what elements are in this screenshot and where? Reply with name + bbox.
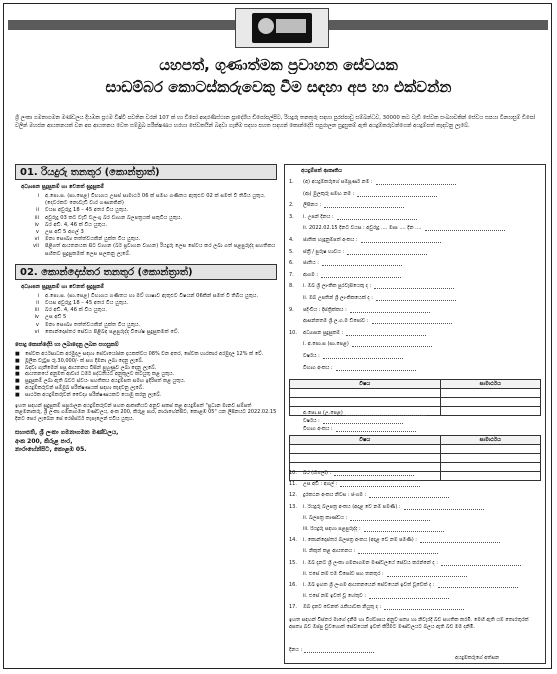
field-number: 16.: [289, 582, 297, 588]
field-input[interactable]: [357, 191, 437, 197]
requirement-item: [17, 215, 277, 222]
field-label: i. උපන් දිනය :: [303, 213, 334, 220]
field-input[interactable]: [337, 214, 417, 220]
field-label: විභාග අංකය :: [303, 364, 333, 371]
condition-text: බඳවා ගැනීමෙන් පසු ආයතනය විසින් පුහුණුව ලබා දෙනු ලැබේ.: [25, 364, 157, 371]
field-label: i. අ.පො.ස (සා.පෙළ): [303, 341, 349, 348]
requirement-number: vi: [34, 328, 39, 335]
requirement-item: [17, 293, 277, 300]
table-cell[interactable]: [290, 445, 441, 454]
date-input[interactable]: [304, 647, 374, 653]
requirement-text: බර අඩි. 4, 46 ක් විය යුතුය.: [45, 307, 107, 314]
field-label: (අ) අයදුම්කරුගේ සම්පූර්ණ නම :: [303, 179, 373, 185]
field-label: උස අඩි : අගල් :: [303, 481, 338, 488]
intro-paragraph: ශ්‍රී ලංකා ගමනාගමන මණ්ඩලය දියඹක ප්‍රථම විෂ්වි පවතින වරන් 107 ක් හා ඩිපෝ ආදරණිස්ථාන ප්‍රාදේශීය ඩිපෝපල්පිට, රියදුරු තනතුරු සඳහා පුරප්පාඩු සම්බන්ධව, 30000 කට වැඩි සේවක සංඛ්‍යාවකින් සේවය සපයා වින්‍යාසුම් ඩිපෝ වලින් මහජන ආයතනයක් වන අප ආයතනය වෙත සම්මුඛ පරීක්ෂණය හරහා සේවකයින් බඳවා ගැනීම සඳහා පහත සඳහන් කොන්දේසි සපුරාලන සුදුසුකම් ඇති අයදුම්කරුවන්ගෙන් අයදුම්පත් කැඳවනු ලැබේ.: [15, 115, 536, 129]
form-field: [289, 526, 541, 532]
field-number: 6.: [289, 260, 294, 267]
general-conditions-list: [15, 351, 277, 399]
field-label: ii. එසේ නම් එම ඩිපෝව සහ තනතුර :: [303, 570, 384, 577]
table-cell[interactable]: [290, 454, 441, 463]
condition-item: [15, 351, 277, 358]
address-line: අංක 200, කිරුළ පාර,: [15, 437, 73, 445]
form-field: [289, 560, 541, 566]
requirement-number: ii: [36, 300, 39, 307]
form-field: [289, 283, 541, 289]
requirement-number: vii: [33, 243, 39, 250]
field-number: 2.: [289, 202, 294, 209]
date-label: දිනය :: [289, 647, 303, 653]
form-field: [289, 179, 541, 185]
requirement-text: වයස අවුරුදු 18 – 45 අතර විය යුතුය.: [45, 300, 129, 307]
field-number: 15.: [289, 559, 297, 566]
field-input[interactable]: [425, 225, 505, 231]
condition-text: අයදුම්කරුවන් සම්මුඛ පරීක්ෂණයක් සඳහා කැඳවනු ලැබේ.: [25, 385, 144, 392]
bullet-icon: ■: [15, 371, 20, 378]
form-field: [289, 582, 541, 588]
field-label: i. කොන්දොස්තර බලපත්‍ර අංකය (අදාළ වේ නම් පමණි) :: [303, 537, 417, 544]
form-field: [289, 330, 541, 336]
submission-paragraph: ඉහත සඳහන් සුදුසුකම් සපුරාලන අයදුම්කරුවන් පහත ආකෘතියට අනුව සකස් කළ අයදුම්පත් "ප්‍රධාන මානව සම්පත් කළමනාකරු, ශ්‍රී ලංකා ගමනාගමන මණ්ඩලය, අංක 200, කිරුළ පාර, නාරාහේන්පිට, කොළඹ 05" යන ලිපිනයට 2022.02.15 දිනට පෙර ලැබෙන සේ රෙජිස්ටර් තැපෑලෙන් එවිය යුතුය.: [15, 402, 277, 423]
form-field: [289, 418, 541, 424]
table-header-row: [290, 380, 541, 389]
field-label: ii. ඔබ උපතින් ශ්‍රී ලාංකිකයෙක් ද :: [303, 295, 373, 301]
field-input[interactable]: [324, 202, 404, 208]
form-field: [289, 515, 541, 521]
requirement-number: i: [37, 292, 39, 299]
field-input[interactable]: [350, 515, 430, 521]
field-number: 10.: [289, 329, 297, 336]
field-label: iii. රියදුරු සඳහා පළපුරුද්ද :: [303, 526, 361, 532]
field-label: ඔබ දැනට වෙනත් රැකියාවක නියුතු ද :: [303, 604, 382, 611]
table-row: [290, 445, 541, 454]
condition-text: සේවක අර්ථසාධක අරමුදල සඳහා සේවායෝජක දායකත්වය 08% වන අතර, සේවක භාරකාර අරමුදල 12% ක් වේ.: [25, 351, 264, 358]
form-field: [289, 341, 541, 347]
field-label: ii. එසේ නම් ඉවත් වූ හේතුව :: [303, 593, 367, 600]
field-input[interactable]: [346, 330, 426, 336]
field-label: ආසන්නතම ශ්‍රී.ල.ග.ම ඩිපෝව :: [303, 318, 369, 325]
field-number: 12.: [289, 492, 297, 499]
requirement-number: iii: [34, 307, 39, 314]
field-input[interactable]: [346, 410, 426, 416]
field-label: විභාග අංකය :: [303, 426, 333, 432]
application-form: [284, 164, 546, 664]
address-block: [15, 429, 277, 455]
requirement-number: i: [37, 193, 39, 199]
field-input[interactable]: [376, 295, 456, 301]
condition-item: [15, 385, 277, 392]
emblem-icon: [258, 18, 274, 34]
form-field: [289, 237, 541, 243]
condition-item: [15, 378, 277, 385]
field-number: 1.: [289, 179, 294, 185]
form-field: [289, 214, 541, 220]
headline-line1: යහපත්, ගුණාත්මක ප්‍රවාහන සේවයක: [159, 56, 398, 74]
requirements-column: [15, 164, 277, 455]
requirement-number: vi: [34, 236, 39, 243]
form-field: [289, 202, 541, 208]
form-field: [289, 295, 541, 301]
requirement-text: කොන්දොස්තර සේවය පිළිබඳ පළපුරුද්ද විශේෂ සුදුසුකමක් වේ.: [45, 328, 180, 335]
requirement-number: v: [35, 229, 39, 236]
condition-item: [15, 392, 277, 399]
requirement-number: iv: [34, 314, 39, 321]
requirement-text: උස අඩි 5: [45, 314, 67, 321]
field-label: වර්ෂය :: [303, 418, 320, 424]
table-row: [290, 389, 541, 398]
condition-text: ආයතනයේ අනුමත ආචාර ධර්ම පද්ධතියට අනුකූලව කටයුතු කළ යුතුය.: [25, 371, 175, 378]
field-label: ආගම :: [303, 271, 319, 278]
field-input[interactable]: [352, 341, 432, 347]
condition-item: [15, 358, 277, 365]
field-label: ii. බලපත්‍ර කාණ්ඩය :: [303, 514, 348, 521]
field-number: 11.: [289, 481, 297, 488]
field-input[interactable]: [441, 560, 521, 566]
field-input[interactable]: [323, 353, 403, 359]
field-input[interactable]: [361, 237, 441, 243]
requirement-text: අ.පො.ස. (සා.පෙළ) විභාගය ගණිතය හා මව් භාෂාව ඇතුළුව විෂයන් 06කින් සමත් වී තිබිය යුතුය.: [45, 292, 259, 299]
requirement-item: [17, 322, 277, 329]
form-field: [289, 571, 541, 577]
form-field: [289, 504, 541, 510]
section-driver-title: 01. රියදුරු තනතුර (කොන්ත්‍රාත්): [15, 164, 277, 180]
field-number: 8.: [289, 283, 294, 290]
bullet-icon: ■: [15, 357, 20, 364]
field-input[interactable]: [358, 548, 438, 554]
requirement-item: [17, 207, 277, 214]
requirement-text: පිළිගත් ආයතනයක සිට වාහන (බර් ප්‍රවාහන වාහන) රියදුරු ලෙස සේවය කර ලබා ගත් පළපුරුද්ද සහතිකය සහිතව සුදුසුකමක් ලෙස සලකනු ලැබේ.: [45, 243, 276, 257]
signature-label: අයදුම්කරුගේ අත්සන: [455, 655, 500, 661]
field-input[interactable]: [438, 582, 518, 588]
headline-line2: සාඩම්බර කොටස්කරුවෙකු වීම සඳහා අප හා එක්වන්න: [105, 78, 452, 96]
form-title: අයදුම්පත් ආකෘතිය: [301, 168, 343, 174]
form-field: [289, 307, 541, 313]
table-cell[interactable]: [290, 398, 441, 407]
section-conductor-title: 02. කොන්දොස්තර තනතුර (කොන්ත්‍රාත්): [15, 264, 277, 280]
table-row: [290, 398, 541, 407]
bullet-icon: ■: [15, 391, 20, 398]
field-input[interactable]: [321, 272, 401, 278]
field-number: 17.: [289, 604, 297, 611]
table-cell[interactable]: [440, 454, 540, 463]
table-cell[interactable]: [440, 445, 540, 454]
field-input[interactable]: [323, 418, 403, 424]
form-field: [289, 225, 541, 231]
form-field: [289, 537, 541, 543]
section-driver-subtitle: අධ්‍යාපන සුදුසුකම් හා වෙනත් සුදුසුකම්: [21, 184, 105, 190]
advertisement-page: [3, 3, 552, 669]
requirement-number: iii: [34, 214, 39, 221]
condition-text: සුදුසුකම් ලබා ඇති බවට ස්වයං සහතිකය අයදුම්පත සමඟ ඉදිරිපත් කළ යුතුය.: [25, 378, 186, 385]
condition-text: මූලික වැටුප රු.30,000/- ක් සහ දීමනා ලබා දෙනු ලැබේ.: [25, 357, 144, 364]
requirement-text: අවුරුදු 03 කට වැඩි වලංගු බර වාහන බලපත්‍රයක් සතුවිය යුතුය.: [45, 214, 183, 221]
table-header-result: සාමාර්ථය: [440, 380, 540, 389]
requirement-number: iv: [34, 221, 39, 228]
field-input[interactable]: [387, 571, 467, 577]
organisation-logo: [235, 8, 329, 48]
form-field: [289, 548, 541, 554]
form-field: [289, 593, 541, 599]
requirement-item: [17, 193, 277, 207]
table-header-result: සාමාර්ථය: [440, 436, 540, 445]
field-input[interactable]: [376, 179, 456, 185]
requirement-item: [17, 243, 277, 257]
field-label: අ.පො.ස (උ.පෙළ): [303, 410, 343, 416]
field-label: i. ඔබ ඉහත ශ්‍රී ලංගම ආයතනයෙන් සේවයෙන් ඉවත් වූවෙක් ද :: [303, 582, 435, 588]
field-number: 7.: [289, 271, 294, 278]
field-label: වර්ෂය :: [303, 353, 320, 359]
field-input[interactable]: [404, 504, 484, 510]
field-label: ජාතික හැඳුනුම්පත් අංකය :: [303, 237, 358, 243]
date-field: [289, 647, 541, 653]
field-input[interactable]: [420, 537, 500, 543]
field-input[interactable]: [372, 318, 452, 324]
field-input[interactable]: [340, 481, 420, 487]
table-header-subject: විෂය: [290, 436, 441, 445]
field-label: ii. 2022.02.15 දිනට වයස : අවුරුදු .... මාස .... දින ....: [303, 225, 422, 232]
table-cell[interactable]: [440, 389, 540, 398]
declaration-text: ඉහත සඳහන් විස්තර මාගේ දැනීම හා විශ්වාසය අනුව සත්‍ය හා නිවැරදි බව සහතික කරමි. මෙහි ඇති යම් තොරතුරක් අසත්‍ය බව ඔප්පු වුවහොත් සේවයෙන් ඉවත් කිරීමට මණ්ඩලයට බලය ඇති බව මම දනිමි.: [289, 617, 529, 630]
field-input[interactable]: [350, 307, 430, 313]
requirement-number: ii: [36, 207, 39, 214]
field-number: 5.: [289, 248, 294, 255]
form-field: [289, 481, 541, 487]
requirement-text: උස අඩි 5 අගල් 3: [45, 229, 84, 236]
requirement-item: [17, 314, 277, 321]
field-input[interactable]: [334, 470, 414, 476]
general-conditions-title: පොදු කොන්දේසි හා ලබාදෙනු ලබන පහසුකම්: [15, 342, 119, 349]
form-field: [289, 272, 541, 278]
form-field: [289, 365, 541, 371]
table-header-row: [290, 436, 541, 445]
address-line: සභාපති, ශ්‍රී ලංකා ගමනාගමන මණ්ඩලය,: [15, 429, 119, 437]
field-input[interactable]: [336, 365, 416, 371]
field-label: i. ඔබ ශ්‍රී ලාංකික පුරවැසියෙකු ද :: [303, 283, 372, 290]
form-field: [289, 492, 541, 498]
requirement-number: v: [35, 321, 39, 328]
requirement-text: වයස අවුරුදු 18 – 45 අතර විය යුතුය.: [45, 207, 129, 214]
field-label: ස්ත්‍රී / පුරුෂ භාවය :: [303, 248, 345, 255]
field-number: 13.: [289, 503, 297, 510]
requirement-text: මනා සෞඛ්‍ය තත්ත්වයකින් යුක්ත විය යුතුය.: [45, 236, 141, 243]
requirement-item: [17, 329, 277, 336]
conductor-requirements-list: [15, 293, 277, 336]
form-field: [289, 249, 541, 255]
form-field: [289, 410, 541, 416]
field-input[interactable]: [364, 526, 444, 532]
field-number: 9.: [289, 306, 294, 313]
field-input[interactable]: [374, 283, 454, 289]
field-input[interactable]: [369, 593, 449, 599]
form-field: [289, 260, 541, 266]
field-number: 14.: [289, 537, 297, 544]
field-label: i. ඔබ දැනට ශ්‍රී ලංකා ගමනාගමන මණ්ඩලයේ සේවය කරන්නේ ද :: [303, 559, 438, 566]
bullet-icon: ■: [15, 385, 20, 392]
section-conductor-subtitle: අධ්‍යාපන සුදුසුකම් හා වෙනත් සුදුසුකම්: [21, 283, 105, 290]
field-input[interactable]: [347, 249, 427, 255]
form-field: [289, 353, 541, 359]
building-icon: [276, 19, 306, 33]
field-label: ලිපිනය :: [303, 202, 322, 209]
form-field: [289, 604, 541, 610]
table-cell[interactable]: [290, 389, 441, 398]
table-header-subject: විෂය: [290, 380, 441, 389]
field-input[interactable]: [322, 260, 402, 266]
form-field: [289, 470, 541, 476]
driver-requirements-list: [15, 193, 277, 258]
field-label: පදිංචිය : දිස්ත්‍රික්කය :: [303, 306, 347, 313]
table-cell[interactable]: [440, 398, 540, 407]
field-label: i. රියදුරු බලපත්‍ර අංකය (අදාළ වේ නම් පමණි) :: [303, 503, 401, 510]
field-label: ii. නිකුත් කළ ආයතනය :: [303, 548, 356, 555]
address-line: නාරාහේන්පිට, කොළඹ 05.: [15, 446, 87, 454]
field-label: අධ්‍යාපන සුදුසුකම් :: [303, 329, 344, 336]
field-input[interactable]: [336, 426, 416, 432]
requirement-text: බර අඩි. 4, 46 ක් විය යුතුය.: [45, 221, 107, 228]
form-field: [289, 318, 541, 324]
field-number: 4.: [289, 237, 294, 243]
bullet-icon: ■: [15, 351, 20, 358]
field-label: දුරකථන අංකය නිවස : ජංගම :: [303, 492, 367, 499]
field-label: (ආ) මුලකුරු සමඟ නම :: [303, 190, 355, 197]
table-row: [290, 454, 541, 463]
requirement-text: අ.පො.ස. (සා.පෙළ) විභාගය උසස් සාමාර්ථ 06 ක් සමඟ ගණිතය ඇතුළුව 02 ක් සමත් වී තිබිය යුතුය. (දෙවරකට නොවැඩි වාර ගණනකින්): [45, 193, 266, 207]
bullet-icon: ■: [15, 364, 20, 371]
field-input[interactable]: [384, 604, 464, 610]
field-number: 10.: [289, 470, 297, 476]
bullet-icon: ■: [15, 378, 20, 385]
condition-text: සාර්ථක අයදුම්කරුවන් වෛද්‍ය පරීක්ෂණයකට යොමු කරනු ලැබේ.: [25, 391, 162, 398]
field-input[interactable]: [369, 492, 449, 498]
requirement-text: මනා සෞඛ්‍ය තත්ත්වයකින් යුක්ත විය යුතුය.: [45, 321, 141, 328]
form-field: [289, 191, 541, 197]
requirement-item: [17, 222, 277, 229]
field-label: බර (කිලෝ) :: [303, 470, 332, 476]
form-field: [289, 426, 541, 432]
field-number: 3.: [289, 213, 294, 220]
field-label: ජාතිය :: [303, 260, 319, 267]
